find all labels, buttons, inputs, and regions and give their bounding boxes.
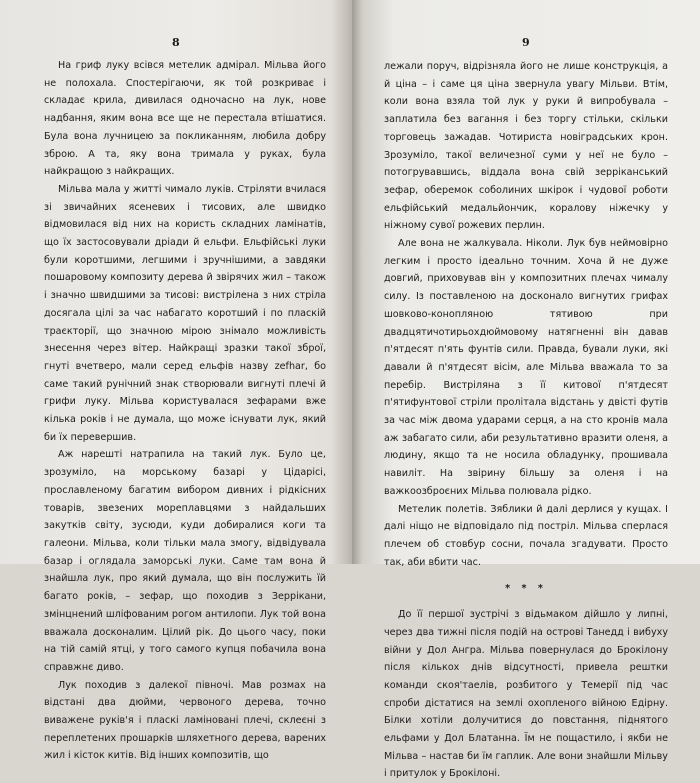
section-separator: * * * bbox=[505, 583, 547, 595]
page-number-left: 8 bbox=[172, 36, 181, 49]
right-page-text bbox=[384, 58, 668, 783]
paragraph: Мільва мала у житті чимало луків. Стріляти вчилася зі звичайних ясеневих і тисових, але швидко відмовилася від них на користь складних ламінатів, що їх застосовували дріади й ельфи. Ельфійські луки були коротшими, легшими і зручнішими, а завдяки пошаровому композиту дерева й звірячих жил – також і значно швидшими за тисові: вистрілена з них стріла досягала цілі за час набагато коротший і по пласкій траєкторії, що значною мірою знімало можливість знесення через вітер. Найкращі зразки такої зброї, гнуті вчетверо, мали серед ельфів назву zefhar, бо саме такий рунічний знак створювали вигнуті плечі й грифи луку. Мільва користувалася зефарами вже кілька років і не думала, що може існувати лук, який би їх перевершив. bbox=[44, 183, 326, 443]
paragraph: Аж нарешті натрапила на такий лук. Було це, зрозуміло, на морському базарі у Цідарісі, прославленому багатим вибором дивних і рідкісних товарів, звезених мореплавцями з найдальших закутків світу, зусюди, куди добиралися коги та галеони. Мільва, коли тільки мала змогу, відвідувала базар і оглядала заморські луки. Саме там вона й знайшла лук, про який думала, що він послужить їй багато років, – зефар, що походив з Зеррікани, змінцнений шліфованим рогом антилопи. Лук той вона вважала досконалим. Цілий рік. До цього часу, поки на тій самій ятці, у того самого купця побачила вона справжнє диво. bbox=[44, 449, 326, 673]
page-number-right: 9 bbox=[522, 36, 531, 49]
paragraph: На гриф луку всівся метелик адмірал. Мільва його не полохала. Спостерігаючи, як той розкриває і складає крила, дивилася одночасно на лук, нове надбання, яким вона все ще не перестала втішатися. Була вона лучницею за покликанням, любила добру зброю. А та, яку вона тримала у руках, була найкращою з найкращих. bbox=[44, 60, 326, 178]
right-page bbox=[352, 0, 700, 780]
paragraph: Але вона не жалкувала. Ніколи. Лук був неймовірно легким і просто ідеально точним. Хоча й не дуже довгий, приховував він у композитних плечах чималу силу. Із поставленою на досконало вигнутих грифах шовково-конопляною тятивою при двадцятичотирьохдюймовому натягненні він давав п'ятдесят п'ять фунтів сили. Правда, бували луки, які давали й п'ятдесят вісім, але Мільва вважала то за перебір. Вистріляна з її китової п'ятдесят п'ятифунтової стріли пролітала відстань у двісті футів за час між двома ударами серця, а на сто кронів мала аж забагато сили, аби результативно вразити оленя, а людину, якщо та не носила обладунку, прошивала навиліт. На звірину більшу за оленя і на важкоозброєних Мільва полювала рідко. bbox=[384, 238, 668, 497]
paragraph: Лук походив з далекої півночі. Мав розмах на відстані два дюйми, червоного дерева, точно виважене руків'я і пласкі ламіновані плечі, склеєні з переплетених прошарків шляхетного дерева, варених жил і кісток китів. Від інших композитів, що bbox=[44, 679, 326, 762]
paragraph: лежали поруч, відрізняла його не лише конструкція, а й ціна – і саме ця ціна звернула увагу Мільви. Втім, коли вона взяла той лук у руки й випробувала – заплатила без вагання і без торгу стільки, скільки торговець зажадав. Чотириста новіградських крон. Зрозуміло, такої величезної суми у неї не було – потогрувавшись, віддала вона свій зерріканський зефар, оберемок соболиних шкірок і чудової роботи ельфійський медальйончик, коралову ніжечку у ніжному сувої рожевих перлин. bbox=[384, 61, 668, 232]
left-page-text bbox=[44, 57, 326, 765]
paragraph: До її першої зустрічі з відьмаком дійшло у липні, через два тижні після подій на острові Танедд і вибуху війни у Дол Ангра. Мільва повернулася до Брокілону після кількох днів відсутності, привела рештки команди скоя'таелів, розбитого у Темерії під час спроби дістатися на землі охопленого війною Едірну. Білки хотіли долучитися до повстання, піднятого ельфами у Дол Блатанна. Їм не пощастило, і якби не Мільва – настав би їм гаплик. Але вони знайшли Мільву і притулок у Брокілоні. bbox=[384, 609, 668, 780]
left-page bbox=[0, 0, 352, 762]
paragraph: Метелик полетів. Зяблики й далі дерлися у кущах. І далі ніщо не відповідало під постріл. Мільва сперлася плечем об стовбур сосни, почала згадувати. Просто так, аби вбити час. bbox=[384, 503, 668, 568]
